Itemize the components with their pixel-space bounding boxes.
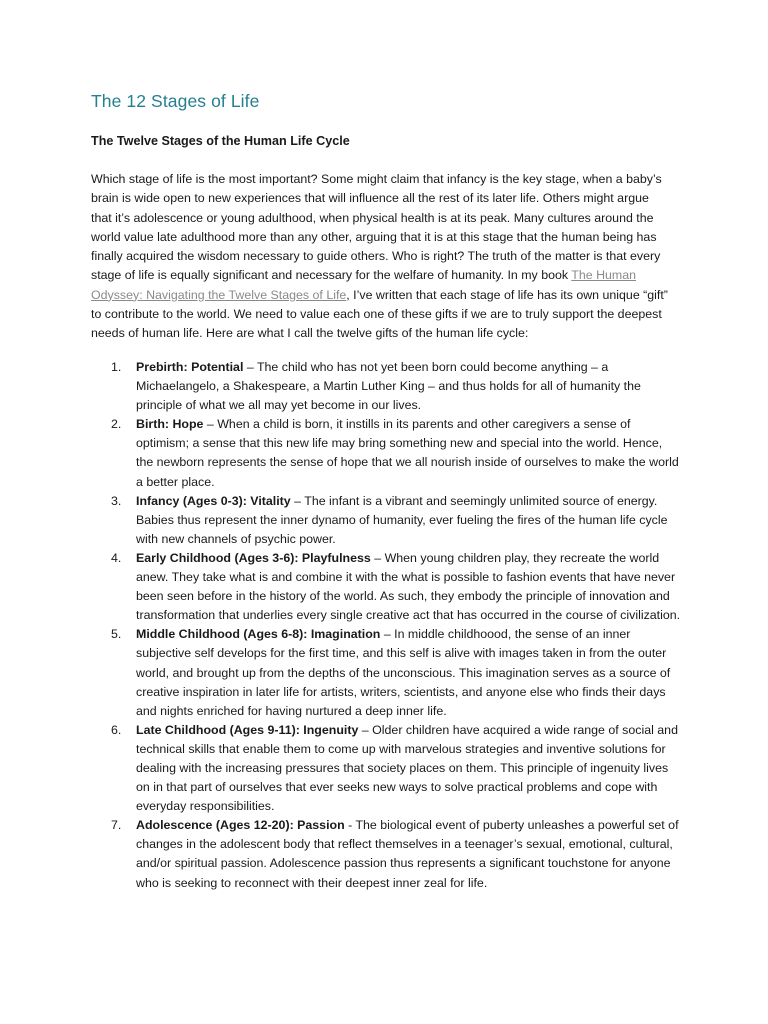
- intro-paragraph: [91, 170, 671, 344]
- list-item: [91, 549, 681, 625]
- list-number: 5.: [111, 627, 122, 642]
- list-item: [91, 625, 681, 720]
- stage-text: The child who has not yet been born could become anything – a Michaelangelo, a Shakespeare, a Martin Luther King – and thus holds for all of humanity the principle of what we all may yet become in our lives.: [136, 360, 641, 413]
- list-number: 1.: [111, 360, 122, 374]
- stage-text: The infant is a vibrant and seemingly unlimited source of energy. Babies thus represent the inner dynamo of humanity, ever fueling the fires of the human life cycle with new channels of psychic power.: [136, 493, 668, 546]
- stage-heading: Early Childhood (Ages 3-6): Playfulness: [136, 550, 371, 565]
- section-subtitle: The Twelve Stages of the Human Life Cycle: [91, 134, 350, 148]
- stage-separator: –: [380, 627, 395, 642]
- stage-text: In middle childhoood, the sense of an inner subjective self develops for the first time, and this self is alive with images taken in from the outer world, and brought up from the depths of the unconscious. This imagination serves as a source of creative inspiration in later life for artists, writers, scientists, and anyone else who finds their days and nights enriched for having nurtured a deep inner life.: [136, 627, 671, 718]
- list-item: [91, 492, 681, 549]
- stage-separator: –: [370, 550, 385, 565]
- list-item: [91, 816, 681, 892]
- list-item: [91, 721, 681, 816]
- stage-separator: –: [290, 493, 305, 508]
- list-number: 3.: [111, 493, 122, 508]
- list-number: 4.: [111, 550, 122, 565]
- stage-heading: Middle Childhood (Ages 6-8): Imagination: [136, 627, 381, 642]
- stage-heading: Prebirth: Potential: [136, 360, 244, 374]
- list-number: 6.: [111, 722, 122, 737]
- list-item: [91, 358, 681, 415]
- page-title: The 12 Stages of Life: [91, 91, 260, 111]
- stage-heading: Birth: Hope: [136, 417, 204, 432]
- intro-text-before: Which stage of life is the most important? Some might claim that infancy is the key stage, when a baby’s brain is wide open to new experiences that will influence all the rest of its later life. Others might argue that it’s adolescence or young adulthood, when physical health is at its peak. Many cultures around the world value late adulthood more than any other, arguing that it is at this stage that the human being has finally acquired the wisdom necessary to guide others. Who is right? The truth of the matter is that every stage of life is equally significant and necessary for the welfare of humanity. In my book: [91, 172, 662, 283]
- stage-heading: Infancy (Ages 0-3): Vitality: [136, 493, 291, 508]
- stage-heading: Late Childhood (Ages 9-11): Ingenuity: [136, 722, 359, 737]
- stage-text: When young children play, they recreate the world anew. They take what is and combine it with the what is possible to fashion events that have never been seen before in the history of the world. As such, they embody the principle of innovation and transformation that underlies every single creative act that has occurred in the course of civilization.: [136, 550, 681, 623]
- stage-text: The biological event of puberty unleashes a powerful set of changes in the adolescent body that reflect themselves in a teenager’s sexual, emotional, cultural, and/or spiritual passion. Adolescence passion thus represents a significant touchstone for anyone who is seeking to reconnect with their deepest inner zeal for life.: [136, 818, 679, 890]
- list-item: [91, 415, 681, 491]
- stage-separator: –: [358, 722, 373, 737]
- stage-separator: –: [203, 417, 218, 432]
- stage-separator: -: [344, 818, 356, 833]
- intro-text-after: , I’ve written that each stage of life has its own unique “gift” to contribute to the world. We need to value each one of these gifts if we are to truly support the deepest needs of human life. Here are what I call the twelve gifts of the human life cycle:: [91, 287, 668, 341]
- stage-text: When a child is born, it instills in its parents and other caregivers a sense of optimism; a sense that this new life may bring something new and special into the world. Hence, the newborn represents the sense of hope that we all nourish inside of ourselves to make the world a better place.: [136, 417, 679, 489]
- stages-list: [91, 358, 681, 893]
- stage-heading: Adolescence (Ages 12-20): Passion: [136, 818, 345, 833]
- stage-separator: –: [243, 360, 257, 374]
- list-number: 7.: [111, 818, 122, 833]
- book-link[interactable]: The Human Odyssey: Navigating the Twelve Stages of Life: [91, 268, 637, 302]
- stage-text: Older children have acquired a wide range of social and technical skills that enable them to come up with marvelous strategies and inventive solutions for dealing with the increasing pressures that society places on them. This principle of ingenuity lives on in that part of ourselves that ever seeks new ways to solve practical problems and cope with everyday responsibilities.: [136, 722, 678, 814]
- list-number: 2.: [111, 417, 122, 432]
